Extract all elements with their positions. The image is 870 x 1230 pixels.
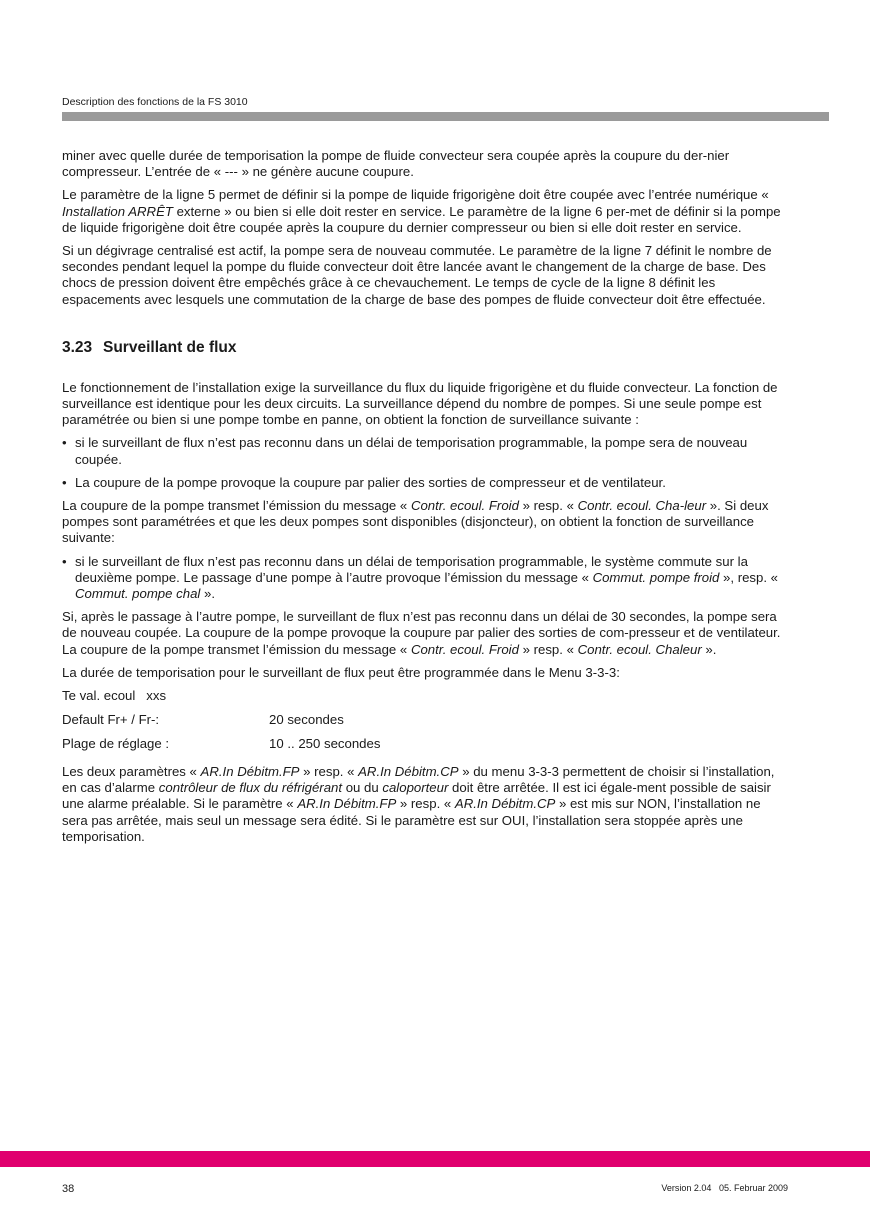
emphasis-text: caloporteur (382, 780, 449, 796)
text: doit être arrêtée. Il est ici égale-ment possible de saisir une alarme préalable. Si le paramètre « (62, 780, 771, 812)
text: ». (701, 641, 717, 657)
parameter-table (62, 688, 784, 760)
emphasis-text: AR.In Débitm.CP (358, 764, 459, 780)
parameter-value: 10 .. 250 secondes (269, 736, 381, 752)
bullet-icon: • (62, 435, 67, 451)
text: si le surveillant de flux n’est pas reconnu dans un délai de temporisation programmable, le système commute sur la deuxième pompe. Le passage d’une pompe à l’autre provoque l’émission du message « (75, 553, 748, 585)
text: » est mis sur NON, l’installation ne sera pas arrêtée, mais seul un message sera édité. Si le paramètre est sur OUI, l’installation sera stoppée après une temporisation. (62, 796, 761, 844)
emphasis-text: Contr. ecoul. Froid (410, 498, 519, 514)
text: » resp. « (518, 641, 578, 657)
emphasis-text: Contr. ecoul. Cha-leur (577, 498, 707, 514)
parameter-value: 20 secondes (269, 712, 344, 728)
bullet-item (62, 435, 784, 467)
paragraph (62, 148, 784, 180)
parameter-label: Default Fr+ / Fr-: (62, 712, 160, 728)
document-body (62, 148, 784, 852)
text: Les deux paramètres « (62, 764, 201, 780)
parameter-label: Plage de réglage : (62, 736, 170, 752)
bullet-text: La coupure de la pompe provoque la coupure par palier des sorties de compresseur et de ventilateur. (75, 474, 666, 490)
emphasis-text: Commut. pompe chal (75, 586, 201, 602)
emphasis-text: AR.In Débitm.FP (200, 764, 300, 780)
text: ». Si deux pompes sont paramétrées et que les deux pompes sont disponibles (disjoncteur), on obtient la fonction de surveillance suivante: (62, 498, 769, 546)
paragraph (62, 609, 784, 658)
paragraph (62, 498, 784, 547)
parameter-row (62, 736, 784, 760)
emphasis-text: contrôleur de flux du réfrigérant (158, 780, 343, 796)
page-header-title: Description des fonctions de la FS 3010 (62, 96, 248, 108)
section-number: 3.23 (62, 338, 93, 356)
section-title: Surveillant de flux (103, 338, 237, 356)
paragraph (62, 764, 784, 845)
paragraph (62, 187, 784, 236)
text: Si un dégivrage centralisé est actif, la pompe sera de nouveau commutée. Le paramètre de la ligne 7 définit le nombre de secondes pendant lequel la pompe du fluide convecteur doit être lancée avant le changement de la charge de base. Des chocs de pression doivent être empêchés grâce à ce chevauchement. Le temps de cycle de la ligne 8 définit les espacements avec lesquels une commutation de la charge de base des pompes de fluide convecteur doit être effectuée. (62, 243, 772, 307)
emphasis-text: Commut. pompe froid (592, 569, 720, 585)
bullet-icon: • (62, 553, 67, 569)
emphasis-text: Installation ARRÊT (62, 203, 173, 219)
bullet-item (62, 554, 784, 603)
text: » resp. « (299, 764, 359, 780)
header-divider-bar (62, 112, 829, 121)
text: La coupure de la pompe transmet l’émission du message « (62, 498, 411, 514)
parameter-row (62, 688, 784, 712)
paragraph (62, 665, 784, 681)
section-heading (62, 340, 784, 380)
footer-accent-bar (0, 1151, 870, 1167)
text: ou du (342, 780, 383, 796)
text: La durée de temporisation pour le surveillant de flux peut être programmée dans le Menu 3-3-3: (62, 664, 620, 680)
emphasis-text: Contr. ecoul. Froid (410, 641, 519, 657)
parameter-row (62, 712, 784, 736)
paragraph (62, 380, 784, 429)
bullet-item (62, 475, 784, 491)
bullet-text (75, 554, 784, 603)
text: miner avec quelle durée de temporisation la pompe de fluide convecteur sera coupée après la coupure du der-nier compresseur. L’entrée de « --- » ne génère aucune coupure. (62, 148, 730, 180)
text: » resp. « (396, 796, 455, 812)
text: », resp. « (719, 569, 779, 585)
paragraph (62, 243, 784, 308)
emphasis-text: Contr. ecoul. Chaleur (577, 641, 702, 657)
text: » resp. « (518, 498, 578, 514)
text: Le paramètre de la ligne 5 permet de définir si la pompe de liquide frigorigène doit être coupée avec l’entrée numérique « (62, 187, 769, 203)
emphasis-text: AR.In Débitm.FP (297, 796, 397, 812)
parameter-label: Te val. ecoul xxs (62, 688, 167, 704)
text: Le fonctionnement de l’installation exige la surveillance du flux du liquide frigorigène et du fluide convecteur. La fonction de surveillance est identique pour les deux circuits. La surveillance dépend du nombre de pompes. Si une seule pompe est paramétrée ou bien si une pompe tombe en panne, on obtient la fonction de surveillance suivante : (62, 379, 778, 428)
text: externe » ou bien si elle doit rester en service. Le paramètre de la ligne 6 per-met de définir si la pompe de liquide frigorigène doit être coupée après la coupure du dernier compresseur ou bien si elle doit rester en service. (62, 203, 781, 235)
emphasis-text: AR.In Débitm.CP (454, 796, 556, 812)
page-number: 38 (62, 1183, 75, 1195)
text: Si, après le passage à l’autre pompe, le surveillant de flux n’est pas reconnu dans un délai de 30 secondes, la pompe sera de nouveau coupée. La coupure de la pompe provoque la coupure par palier des sorties de com-presseur et de ventilateur. La coupure de la pompe transmet l’émission du message « (62, 609, 781, 657)
bullet-icon: • (62, 474, 67, 490)
text: » du menu 3-3-3 permettent de choisir si l’installation, en cas d’alarme (62, 764, 775, 796)
version-info: Version 2.04 05. Februar 2009 (661, 1183, 788, 1193)
bullet-text: si le surveillant de flux n’est pas reconnu dans un délai de temporisation programmable, la pompe sera de nouveau coupée. (75, 435, 748, 467)
text: ». (200, 586, 216, 602)
